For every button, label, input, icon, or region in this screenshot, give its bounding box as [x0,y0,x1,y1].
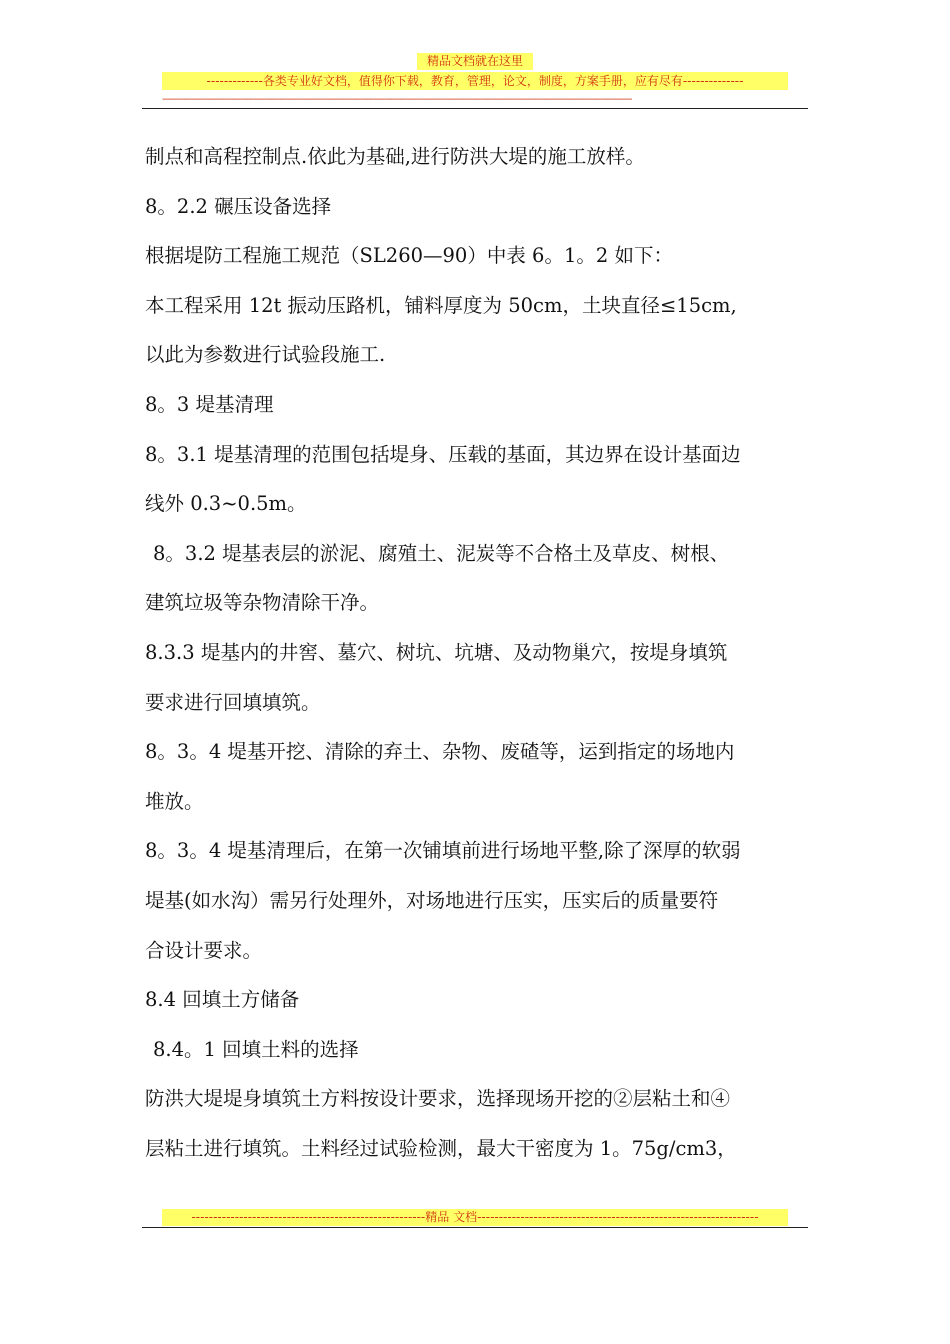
footer-bar: ------------------------------------------------------精品 文档----------------------------------------------------------------- [162,1209,788,1226]
header-rule [142,108,808,109]
body-line: 建筑垃圾等杂物清除干净。 [145,591,380,615]
body-line: 8。3.1 堤基清理的范围包括堤身、压载的基面，其边界在设计基面边 [145,442,741,466]
section-heading: 8。2.2 碾压设备选择 [145,194,332,218]
body-line: 堤基(如水沟）需另行处理外，对场地进行压实，压实后的质量要符 [145,888,719,912]
document-body [145,132,810,1173]
body-line: 以此为参数进行试验段施工. [145,343,386,367]
section-heading: 8.4 回填土方储备 [145,988,300,1012]
body-line: 本工程采用 12t 振动压路机，铺料厚度为 50cm，土块直径≤15cm, [145,293,737,317]
body-line: 8。3.2 堤基表层的淤泥、腐殖土、泥炭等不合格土及草皮、树根、 [153,541,730,565]
body-line: 8。3。4 堤基清理后，在第一次铺填前进行场地平整,除了深厚的软弱 [145,839,741,863]
section-heading: 8。3 堤基清理 [145,392,274,416]
body-line: 根据堤防工程施工规范（SL260—90）中表 6。1。2 如下： [145,244,673,268]
body-line: 8。3。4 堤基开挖、清除的弃土、杂物、废碴等，运到指定的场地内 [145,740,735,764]
body-line: 层粘土进行填筑。土料经过试验检测，最大干密度为 1。75g/cm3， [145,1136,737,1160]
body-line: 8.3.3 堤基内的井窖、墓穴、树坑、坑塘、及动物巢穴，按堤身填筑 [145,640,728,664]
header-title: 精品文档就在这里 [417,53,533,70]
footer-rule [142,1227,808,1228]
header-subtitle: -------------各类专业好文档，值得你下载，教育，管理，论文，制度，方案手册，应有尽有-------------- [162,72,788,90]
body-line: 制点和高程控制点.依此为基础,进行防洪大堤的施工放样。 [145,145,645,168]
header-dashes: ------------------------------------------------------------------------------------------------------------------------------------------------------------------------------------ [162,94,632,105]
section-heading: 8.4。1 回填土料的选择 [153,1037,359,1061]
body-line: 防洪大堤堤身填筑土方料按设计要求，选择现场开挖的②层粘土和④ [145,1087,731,1111]
body-line: 线外 0.3~0.5m。 [145,492,307,516]
body-line: 堆放。 [145,789,204,813]
body-line: 合设计要求。 [145,938,263,962]
body-line: 要求进行回填填筑。 [145,690,321,714]
